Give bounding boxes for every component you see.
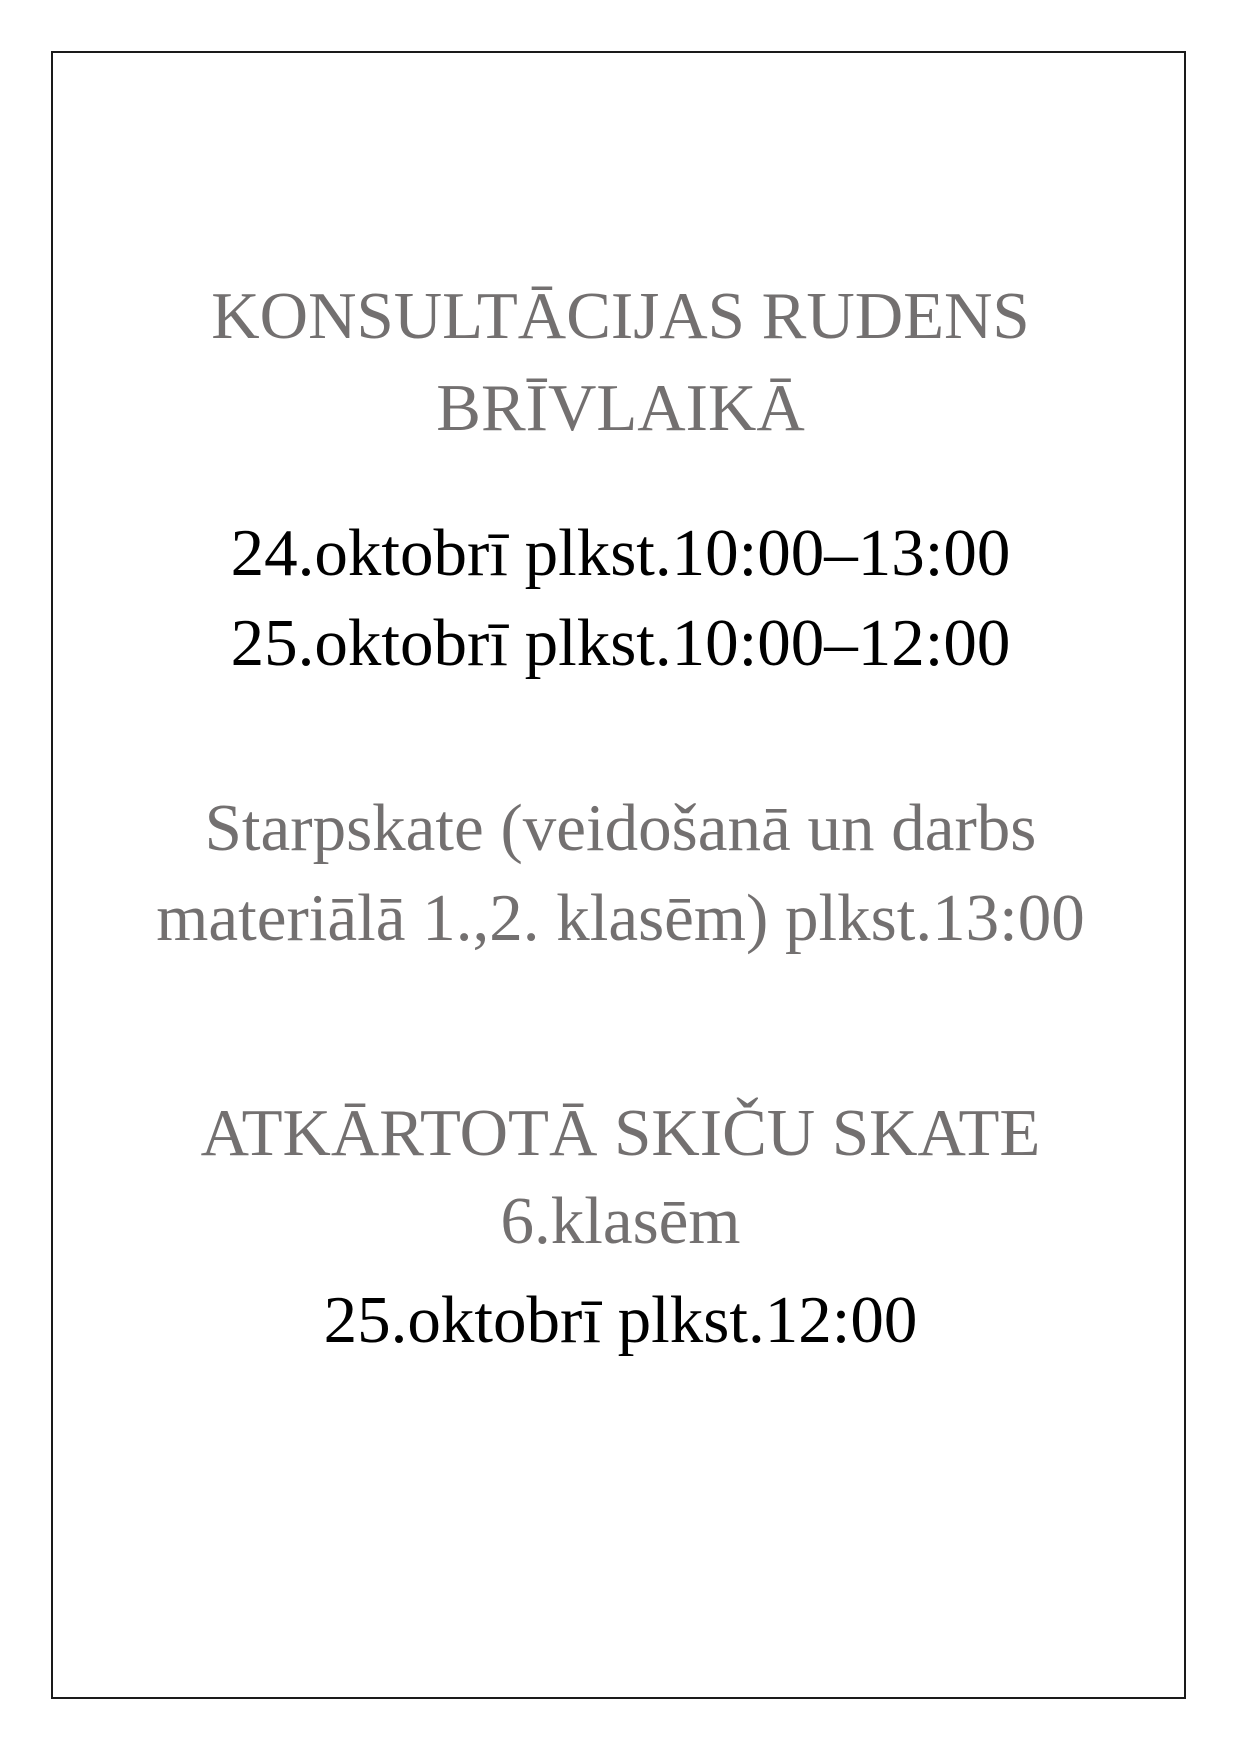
consultation-day-1: 24.oktobrī plkst.10:00–13:00 [230,516,1011,590]
interim-review-line-2: materiālā 1.,2. klasēm) plkst.13:00 [156,881,1085,955]
repeat-review-time: 25.oktobrī plkst.12:00 [323,1283,918,1357]
interim-review-line-1: Starpskate (veidošanā un darbs [204,791,1037,865]
repeat-review-title: ATKĀRTOTĀ SKIČU SKATE [200,1096,1041,1170]
repeat-review-audience: 6.klasēm [500,1184,741,1258]
heading-line-1: KONSULTĀCIJAS RUDENS [211,279,1030,353]
heading-line-2: BRĪVLAIKĀ [436,371,805,445]
consultation-day-2: 25.oktobrī plkst.10:00–12:00 [230,606,1011,680]
